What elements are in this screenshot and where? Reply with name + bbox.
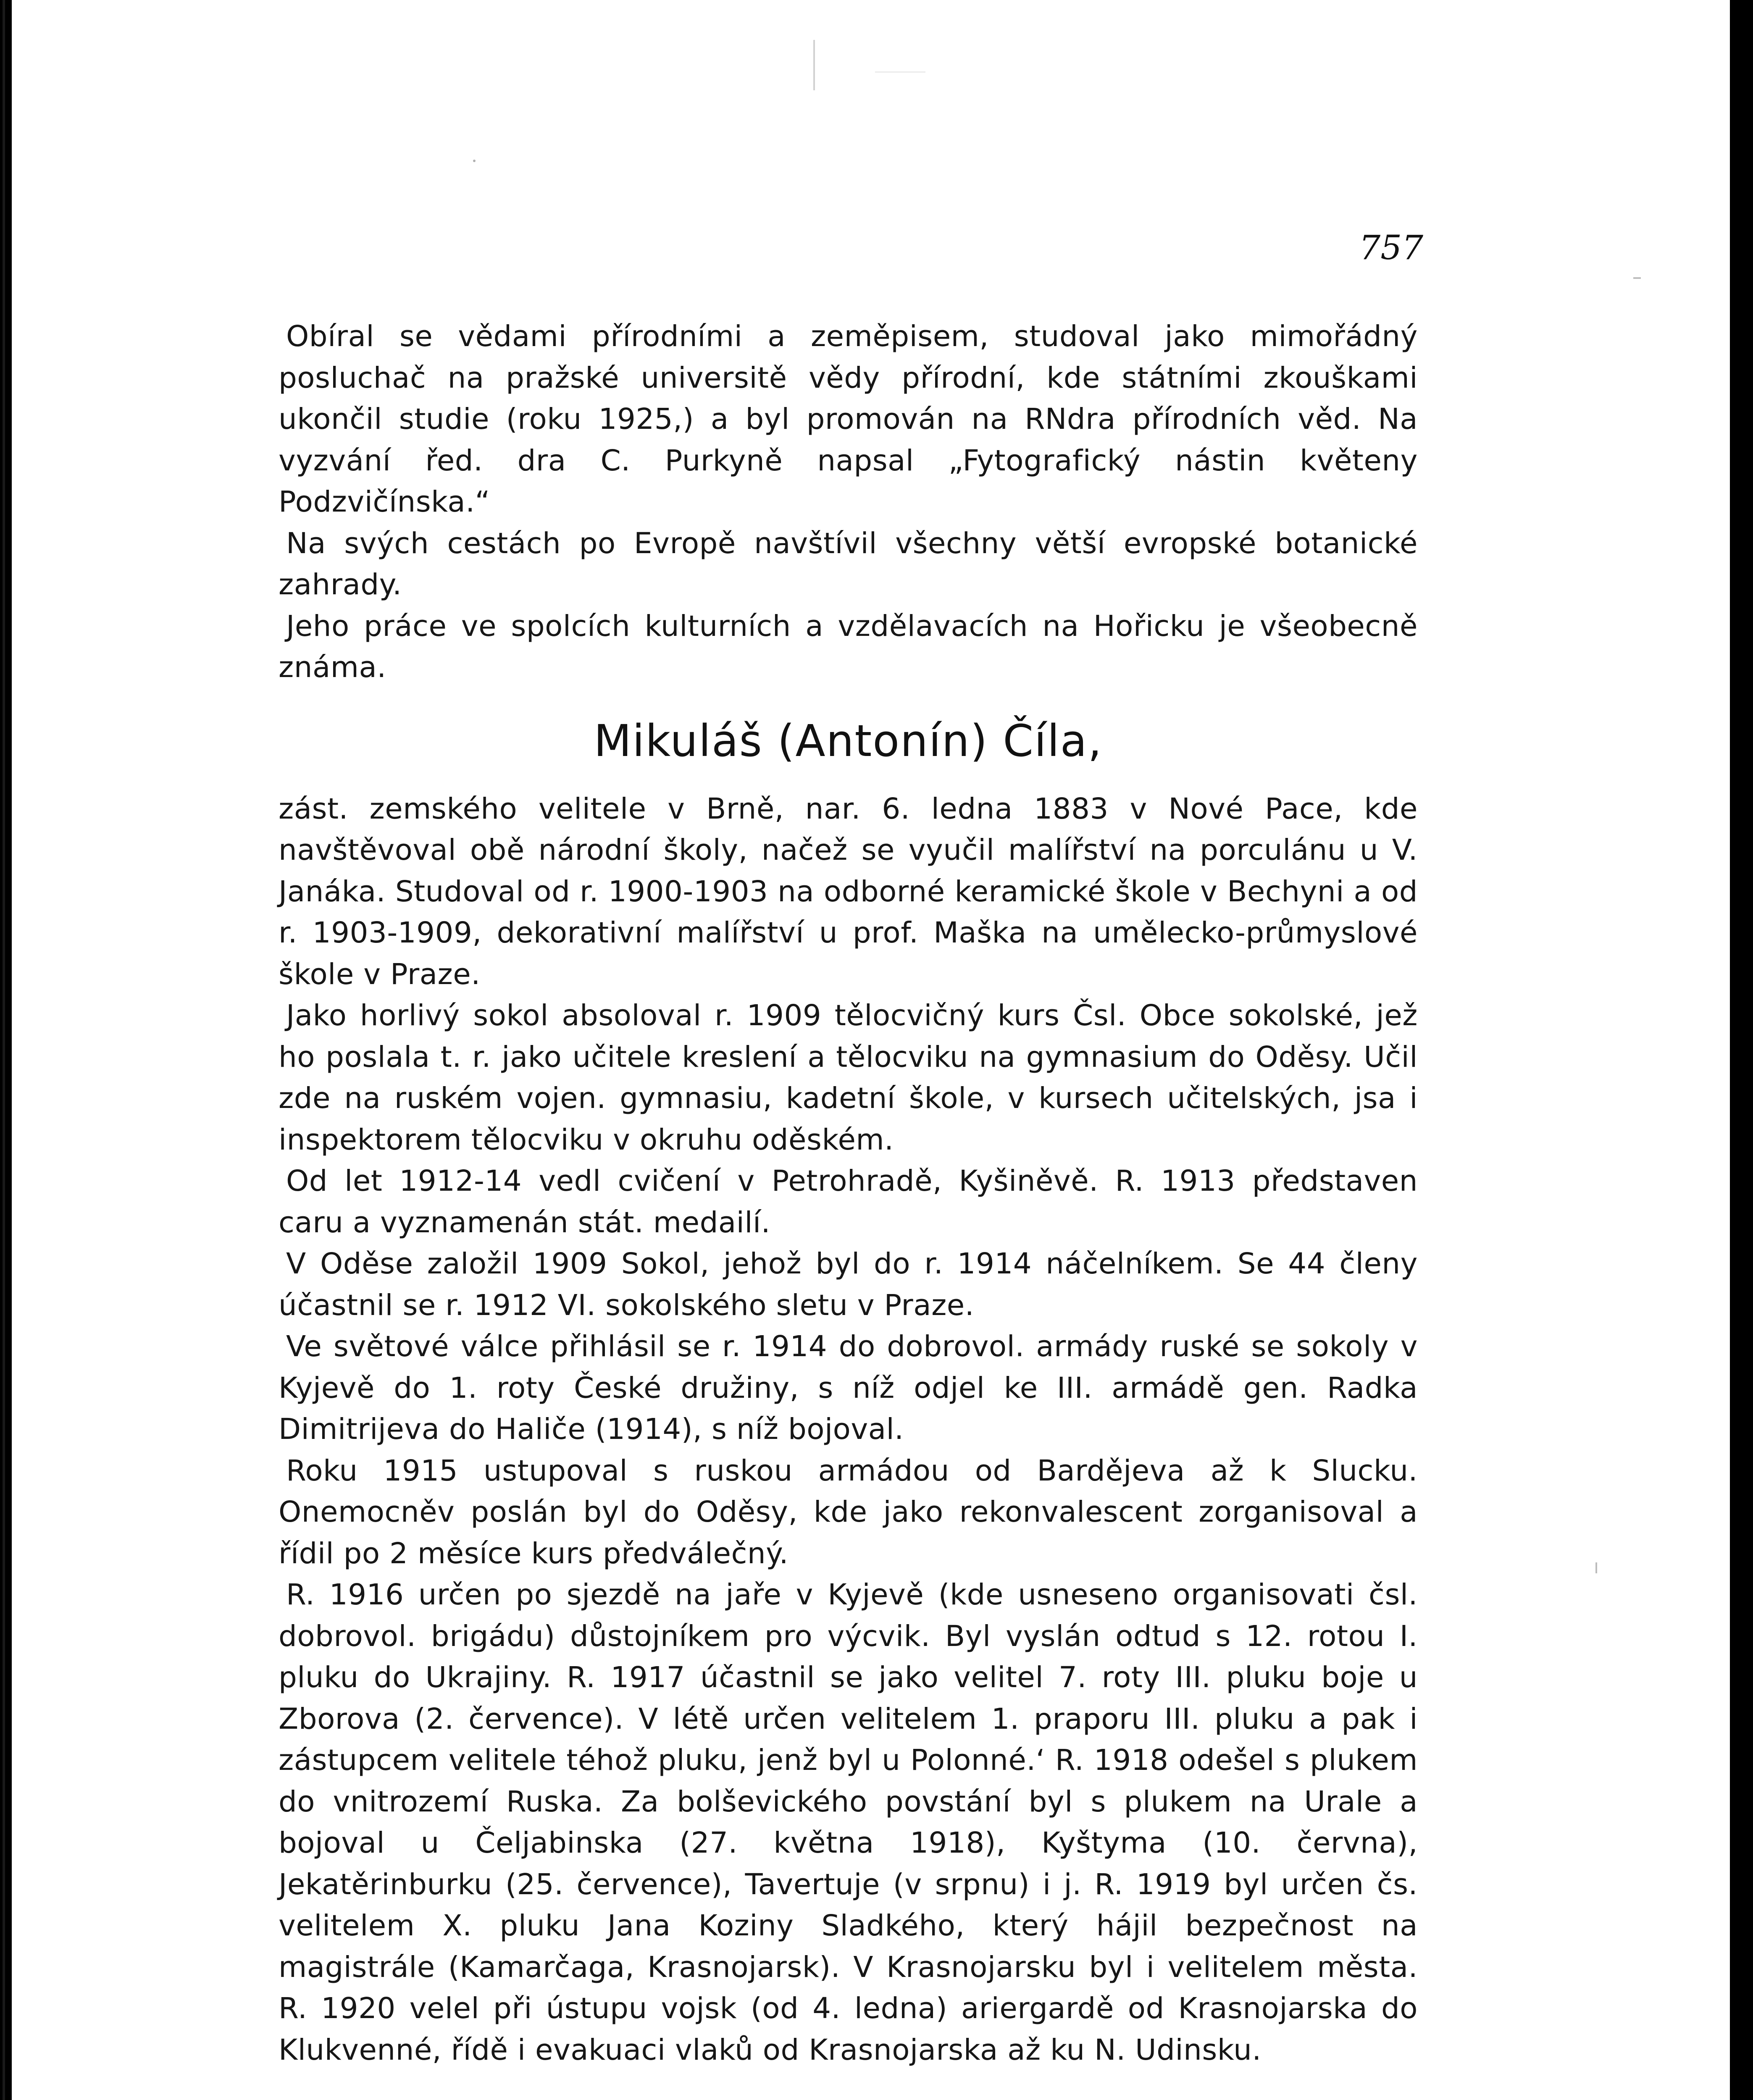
section-paragraph: V Oděse založil 1909 Sokol, jehož byl do r. 1914 náčelníkem. Se 44 členy účastnil se r. 1912 VI. sokolského sletu v Praze. (279, 1247, 1418, 1322)
page-number: 757 (1359, 228, 1423, 267)
scan-artifact (473, 160, 476, 162)
intro-paragraph: Obíral se vědami přírodními a zeměpisem, studoval jako mimořádný posluchač na pražské universitě vědy přírodní, kde státními zkouškami ukončil studie (roku 1925,) a byl promován na RNdra přírodních věd. Na vyzvání řed. dra C. Purkyně napsal „Fytografický nástin květeny Podzvičínska.“ (279, 320, 1418, 519)
scan-gutter-edge (3, 0, 5, 2100)
section-paragraph: Ve světové válce přihlásil se r. 1914 do dobrovol. armády ruské se sokoly v Kyjevě do 1. roty České družiny, s níž odjel ke III. armádě gen. Radka Dimitrijeva do Haliče (1914), s níž bojoval. (279, 1330, 1418, 1446)
scan-artifact (875, 71, 925, 73)
body-text (279, 316, 1418, 2071)
section-paragraph: Roku 1915 ustupoval s ruskou armádou od Bardějeva až k Slucku. Onemocněv poslán byl do Oděsy, kde jako rekonvalescent zorganisoval a řídil po 2 měsíce kurs předválečný. (279, 1454, 1418, 1570)
scan-artifact (1595, 1562, 1597, 1573)
book-page (12, 0, 1730, 2100)
scan-artifact (813, 40, 815, 90)
section-paragraph: zást. zemského velitele v Brně, nar. 6. ledna 1883 v Nové Pace, kde navštěvoval obě národní školy, načež se vyučil malířství na porculánu u V. Janáka. Studoval od r. 1900-1903 na odborné keramické škole v Bechyni a od r. 1903-1909, dekorativní malířství u prof. Maška na umělecko-průmyslové škole v Praze. (279, 792, 1418, 991)
intro-paragraph: Jeho práce ve spolcích kulturních a vzdělavacích na Hořicku je všeobecně známa. (279, 609, 1418, 684)
section-paragraph: Od let 1912-14 vedl cvičení v Petrohradě, Kyšiněvě. R. 1913 představen caru a vyznamenán stát. medailí. (279, 1164, 1418, 1239)
section-paragraph: R. 1916 určen po sjezdě na jaře v Kyjevě (kde usneseno organisovati čsl. dobrovol. brigádu) důstojníkem pro výcvik. Byl vyslán odtud s 12. rotou I. pluku do Ukrajiny. R. 1917 účastnil se jako velitel 7. roty III. pluku boje u Zborova (2. července). V létě určen velitelem 1. praporu III. pluku a pak i zástupcem velitele téhož pluku, jenž byl u Polonné.‘ R. 1918 odešel s plukem do vnitrozemí Ruska. Za bolševického povstání byl s plukem na Urale a bojoval u Čeljabinska (27. května 1918), Kyštyma (10. června), Jekatěrinburku (25. července), Tavertuje (v srpnu) i j. R. 1919 byl určen čs. velitelem X. pluku Jana Koziny Sladkého, který hájil bezpečnost na magistrále (Kamarčaga, Krasnojarsk). V Krasnojarsku byl i velitelem města. R. 1920 velel při ústupu vojsk (od 4. ledna) ariergardě od Krasnojarska do Klukvenné, řídě i evakuaci vlaků od Krasnojarska až ku N. Udinsku. (279, 1578, 1418, 2067)
section-paragraph: Jako horlivý sokol absoloval r. 1909 tělocvičný kurs Čsl. Obce sokolské, jež ho poslala t. r. jako učitele kreslení a tělocviku na gymnasium do Oděsy. Učil zde na ruském vojen. gymnasiu, kadetní škole, v kursech učitelských, jsa i inspektorem tělocviku v okruhu oděském. (279, 999, 1418, 1157)
section-heading: Mikuláš (Antonín) Číla, (594, 715, 1103, 766)
scan-artifact (1633, 277, 1641, 279)
intro-paragraph: Na svých cestách po Evropě navštívil všechny větší evropské botanické zahrady. (279, 526, 1418, 601)
